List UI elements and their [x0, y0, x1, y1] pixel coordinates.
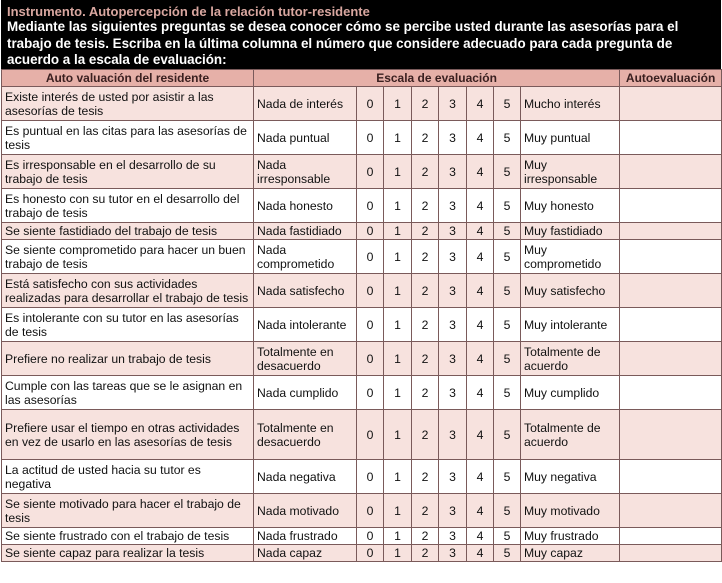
table-row — [2, 87, 722, 121]
scale-value-3: 3 — [439, 460, 467, 494]
scale-value-2: 2 — [412, 410, 439, 460]
question-cell: Es puntual en las citas para las asesorías de tesis — [2, 121, 254, 155]
scale-value-3: 3 — [439, 410, 467, 460]
scale-value-0: 0 — [357, 189, 384, 223]
scale-high-label: Muy intolerante — [521, 308, 620, 342]
question-cell: Es irresponsable en el desarrollo de su trabajo de tesis — [2, 155, 254, 189]
scale-value-1: 1 — [384, 545, 412, 562]
question-cell: Existe interés de usted por asistir a las asesorías de tesis — [2, 87, 254, 121]
scale-value-2: 2 — [412, 155, 439, 189]
scale-high-label: Muy frustrado — [521, 528, 620, 545]
col-header-self: Auto valuación del residente — [2, 70, 254, 87]
self-score-cell[interactable] — [620, 240, 722, 274]
scale-low-label: Nada intolerante — [254, 308, 357, 342]
scale-value-4: 4 — [467, 155, 494, 189]
scale-value-2: 2 — [412, 308, 439, 342]
scale-value-1: 1 — [384, 223, 412, 240]
question-cell: Cumple con las tareas que se le asignan en las asesorías — [2, 376, 254, 410]
scale-value-1: 1 — [384, 308, 412, 342]
question-cell: Es honesto con su tutor en el desarrollo del trabajo de tesis — [2, 189, 254, 223]
self-score-cell[interactable] — [620, 410, 722, 460]
scale-high-label: Muy fastidiado — [521, 223, 620, 240]
question-cell: La actitud de usted hacia su tutor es negativa — [2, 460, 254, 494]
scale-value-1: 1 — [384, 240, 412, 274]
scale-value-2: 2 — [412, 494, 439, 528]
scale-value-2: 2 — [412, 87, 439, 121]
scale-value-0: 0 — [357, 545, 384, 562]
scale-value-2: 2 — [412, 240, 439, 274]
questionnaire — [1, 0, 721, 562]
scale-low-label: Nada motivado — [254, 494, 357, 528]
scale-value-4: 4 — [467, 528, 494, 545]
self-score-cell[interactable] — [620, 308, 722, 342]
instructions — [7, 19, 715, 69]
scale-value-1: 1 — [384, 410, 412, 460]
scale-value-0: 0 — [357, 410, 384, 460]
header — [1, 0, 721, 69]
scale-high-label: Muy comprometido — [521, 240, 620, 274]
col-header-auto: Autoevaluación — [620, 70, 722, 87]
scale-value-5: 5 — [494, 545, 521, 562]
instructions-pre: Mediante las siguientes preguntas se desea conocer — [7, 19, 346, 34]
scale-value-2: 2 — [412, 189, 439, 223]
scale-low-label: Totalmente en desacuerdo — [254, 342, 357, 376]
scale-value-4: 4 — [467, 87, 494, 121]
instructions-emphasis: cómo se percibe usted — [345, 19, 491, 34]
scale-value-2: 2 — [412, 528, 439, 545]
scale-value-5: 5 — [494, 189, 521, 223]
self-score-cell[interactable] — [620, 155, 722, 189]
scale-high-label: Muy honesto — [521, 189, 620, 223]
scale-value-4: 4 — [467, 342, 494, 376]
scale-value-5: 5 — [494, 223, 521, 240]
scale-value-5: 5 — [494, 410, 521, 460]
scale-high-label: Muy capaz — [521, 545, 620, 562]
table-row — [2, 240, 722, 274]
scale-value-3: 3 — [439, 223, 467, 240]
scale-value-1: 1 — [384, 528, 412, 545]
instrument-title: Instrumento. Autopercepción de la relación tutor-residente — [7, 4, 370, 19]
self-score-cell[interactable] — [620, 274, 722, 308]
scale-low-label: Nada fastidiado — [254, 223, 357, 240]
scale-value-5: 5 — [494, 274, 521, 308]
evaluation-table — [1, 69, 722, 562]
scale-value-3: 3 — [439, 528, 467, 545]
scale-value-2: 2 — [412, 460, 439, 494]
scale-value-2: 2 — [412, 545, 439, 562]
scale-value-0: 0 — [357, 494, 384, 528]
scale-value-2: 2 — [412, 376, 439, 410]
scale-value-4: 4 — [467, 460, 494, 494]
scale-value-5: 5 — [494, 460, 521, 494]
scale-value-5: 5 — [494, 240, 521, 274]
scale-value-0: 0 — [357, 223, 384, 240]
scale-low-label: Nada negativa — [254, 460, 357, 494]
self-score-cell[interactable] — [620, 189, 722, 223]
instructions-post: durante las asesorías para el trabajo de tesis. Escriba en la última columna el número que considere adecuado para cada pregunta de acuerdo a la escala de evaluación: — [7, 19, 679, 67]
scale-high-label: Muy irresponsable — [521, 155, 620, 189]
scale-value-1: 1 — [384, 494, 412, 528]
scale-value-4: 4 — [467, 240, 494, 274]
self-score-cell[interactable] — [620, 528, 722, 545]
question-cell: Se siente comprometido para hacer un buen trabajo de tesis — [2, 240, 254, 274]
question-cell: Se siente frustrado con el trabajo de tesis — [2, 528, 254, 545]
self-score-cell[interactable] — [620, 342, 722, 376]
scale-value-4: 4 — [467, 274, 494, 308]
scale-value-0: 0 — [357, 308, 384, 342]
scale-value-3: 3 — [439, 87, 467, 121]
question-cell: Está satisfecho con sus actividades realizadas para desarrollar el trabajo de tesis — [2, 274, 254, 308]
question-cell: Prefiere usar el tiempo en otras actividades en vez de usarlo en las asesorías de tesis — [2, 410, 254, 460]
scale-value-3: 3 — [439, 240, 467, 274]
scale-value-4: 4 — [467, 189, 494, 223]
scale-value-0: 0 — [357, 342, 384, 376]
scale-value-5: 5 — [494, 376, 521, 410]
scale-value-0: 0 — [357, 87, 384, 121]
scale-high-label: Mucho interés — [521, 87, 620, 121]
scale-value-5: 5 — [494, 342, 521, 376]
self-score-cell[interactable] — [620, 494, 722, 528]
scale-value-1: 1 — [384, 121, 412, 155]
scale-value-3: 3 — [439, 376, 467, 410]
scale-value-4: 4 — [467, 410, 494, 460]
table-row — [2, 410, 722, 460]
self-score-cell[interactable] — [620, 87, 722, 121]
scale-low-label: Nada irresponsable — [254, 155, 357, 189]
scale-high-label: Muy cumplido — [521, 376, 620, 410]
question-cell: Se siente fastidiado del trabajo de tesis — [2, 223, 254, 240]
self-score-cell[interactable] — [620, 460, 722, 494]
scale-value-0: 0 — [357, 121, 384, 155]
scale-high-label: Muy satisfecho — [521, 274, 620, 308]
scale-low-label: Nada cumplido — [254, 376, 357, 410]
scale-value-5: 5 — [494, 121, 521, 155]
table-row — [2, 342, 722, 376]
scale-value-4: 4 — [467, 494, 494, 528]
scale-value-0: 0 — [357, 460, 384, 494]
scale-value-3: 3 — [439, 155, 467, 189]
question-cell: Se siente capaz para realizar la tesis — [2, 545, 254, 562]
question-cell: Se siente motivado para hacer el trabajo de tesis — [2, 494, 254, 528]
scale-value-2: 2 — [412, 223, 439, 240]
table-row — [2, 494, 722, 528]
scale-low-label: Nada de interés — [254, 87, 357, 121]
table-row — [2, 155, 722, 189]
table-header-row — [2, 70, 722, 87]
scale-value-5: 5 — [494, 87, 521, 121]
question-cell: Prefiere no realizar un trabajo de tesis — [2, 342, 254, 376]
scale-value-0: 0 — [357, 528, 384, 545]
scale-value-0: 0 — [357, 155, 384, 189]
scale-value-3: 3 — [439, 189, 467, 223]
scale-value-5: 5 — [494, 308, 521, 342]
scale-value-4: 4 — [467, 308, 494, 342]
table-row — [2, 528, 722, 545]
table-row — [2, 274, 722, 308]
scale-value-1: 1 — [384, 342, 412, 376]
scale-low-label: Nada honesto — [254, 189, 357, 223]
col-header-scale: Escala de evaluación — [254, 70, 620, 87]
scale-high-label: Totalmente de acuerdo — [521, 410, 620, 460]
scale-value-2: 2 — [412, 274, 439, 308]
scale-value-3: 3 — [439, 308, 467, 342]
scale-value-5: 5 — [494, 155, 521, 189]
scale-value-3: 3 — [439, 494, 467, 528]
scale-value-3: 3 — [439, 545, 467, 562]
question-cell: Es intolerante con su tutor en las asesorías de tesis — [2, 308, 254, 342]
scale-value-2: 2 — [412, 342, 439, 376]
scale-value-1: 1 — [384, 274, 412, 308]
table-row — [2, 376, 722, 410]
scale-low-label: Totalmente en desacuerdo — [254, 410, 357, 460]
scale-value-5: 5 — [494, 494, 521, 528]
scale-high-label: Muy puntual — [521, 121, 620, 155]
table-row — [2, 308, 722, 342]
table-row — [2, 460, 722, 494]
scale-low-label: Nada comprometido — [254, 240, 357, 274]
scale-value-2: 2 — [412, 121, 439, 155]
self-score-cell[interactable] — [620, 121, 722, 155]
scale-high-label: Muy motivado — [521, 494, 620, 528]
scale-value-4: 4 — [467, 545, 494, 562]
scale-value-1: 1 — [384, 460, 412, 494]
self-score-cell[interactable] — [620, 545, 722, 562]
scale-high-label: Totalmente de acuerdo — [521, 342, 620, 376]
scale-value-0: 0 — [357, 240, 384, 274]
scale-value-1: 1 — [384, 189, 412, 223]
self-score-cell[interactable] — [620, 376, 722, 410]
scale-low-label: Nada capaz — [254, 545, 357, 562]
scale-value-3: 3 — [439, 342, 467, 376]
scale-value-0: 0 — [357, 376, 384, 410]
scale-value-4: 4 — [467, 121, 494, 155]
scale-value-1: 1 — [384, 87, 412, 121]
scale-value-4: 4 — [467, 376, 494, 410]
scale-value-0: 0 — [357, 274, 384, 308]
scale-value-1: 1 — [384, 376, 412, 410]
scale-value-5: 5 — [494, 528, 521, 545]
scale-low-label: Nada puntual — [254, 121, 357, 155]
table-row — [2, 189, 722, 223]
table-row — [2, 545, 722, 562]
table-row — [2, 121, 722, 155]
scale-value-3: 3 — [439, 274, 467, 308]
scale-low-label: Nada satisfecho — [254, 274, 357, 308]
scale-value-4: 4 — [467, 223, 494, 240]
scale-value-3: 3 — [439, 121, 467, 155]
scale-low-label: Nada frustrado — [254, 528, 357, 545]
table-row — [2, 223, 722, 240]
scale-high-label: Muy negativa — [521, 460, 620, 494]
scale-value-1: 1 — [384, 155, 412, 189]
self-score-cell[interactable] — [620, 223, 722, 240]
